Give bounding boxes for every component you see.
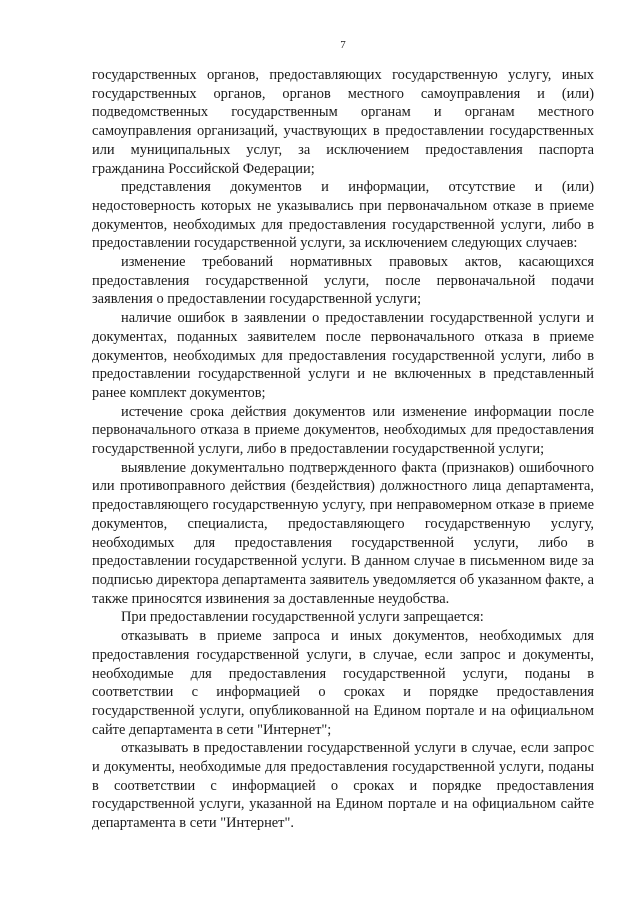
paragraph: изменение требований нормативных правовых актов, касающихся предоставления государственной услуги, после первоначальной подачи заявления о предоставлении государственной услуги; (92, 254, 594, 308)
paragraph: При предоставлении государственной услуги запрещается: (121, 609, 484, 626)
paragraph: истечение срока действия документов или изменение информации после первоначального отказа в приеме документов, необходимых для предоставления государственной услуги, либо в предоставлении государственной услуги; (92, 403, 594, 458)
page-number: 7 (340, 39, 346, 51)
paragraph: отказывать в приеме запроса и иных документов, необходимых для предоставления государственной услуги, в случае, если запрос и документы, необходимые для предоставления государственной услуги, поданы в соответствии с информацией о сроках и порядке предоставления государственной услуги, опубликованной на Едином портале и на официальном сайте департамента в сети "Интернет"; (92, 628, 594, 738)
paragraph: представления документов и информации, отсутствие и (или) недостоверность которых не указывались при первоначальном отказе в приеме документов, необходимых для предоставления государственной услуги, либо в предоставлении государственной услуги, за исключением следующих случаев: (92, 179, 594, 252)
paragraph: отказывать в предоставлении государственной услуги в случае, если запрос и документы, необходимые для предоставления государственной услуги, поданы в соответствии с информацией о сроках и порядке предоставления государственной услуги, указанной на Едином портале и на официальном сайте департамента в сети "Интернет". (92, 740, 594, 832)
paragraph: наличие ошибок в заявлении о предоставлении государственной услуги и документах, поданных заявителем после первоначального отказа в приеме документов, необходимых для предоставления государственной услуги, либо в предоставлении государственной услуги и не включенных в представленный ранее комплект документов; (92, 310, 594, 401)
document-body (92, 66, 594, 833)
paragraph: выявление документально подтвержденного факта (признаков) ошибочного или противоправного действия (бездействия) должностного лица департамента, предоставляющего государственную услугу, при неправомерном отказе в приеме документов, специалиста, предоставляющего государственную услугу, необходимых для предоставления государственной услуги, либо в предоставлении государственной услуги. В данном случае в письменном виде за подписью директора департамента заявитель уведомляется об указанном факте, а также приносятся извинения за доставленные неудобства. (92, 459, 594, 607)
paragraph: государственных органов, предоставляющих государственную услугу, иных государственных органов, органов местного самоуправления и (или) подведомственных государственным органам и органам местного самоуправления организаций, участвующих в предоставлении государственных или муниципальных услуг, за исключением предоставления паспорта гражданина Российской Федерации; (92, 67, 594, 177)
